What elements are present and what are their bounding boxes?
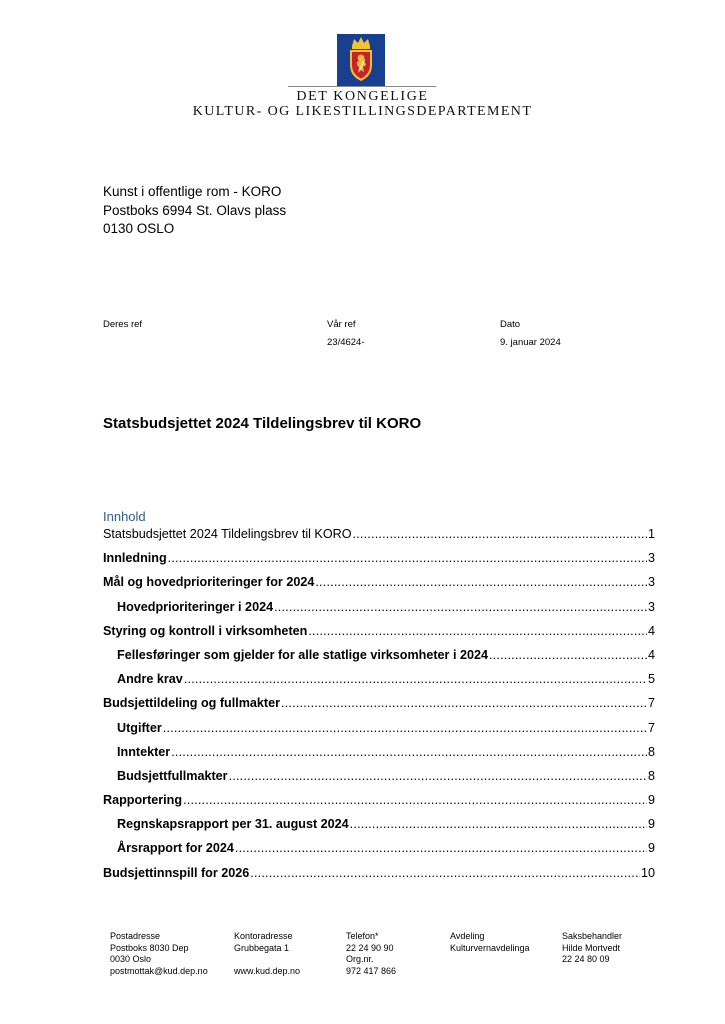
- letterhead-rule: [288, 86, 436, 87]
- toc-entry-page: 1: [647, 527, 655, 541]
- var-ref-label: Vår ref: [327, 319, 356, 330]
- toc-entry-text: Budsjettinnspill for 2026: [103, 865, 250, 880]
- date-value: 9. januar 2024: [500, 337, 561, 348]
- toc-entry-fellesforinger[interactable]: [103, 648, 655, 672]
- footer-kontoradresse: [234, 931, 300, 977]
- toc-leader: [163, 721, 647, 735]
- toc-entry-page: 4: [647, 647, 655, 662]
- toc-entry-page: 5: [647, 672, 655, 687]
- toc-entry-text: Årsrapport for 2024: [117, 841, 234, 856]
- toc-entry-page: 8: [647, 744, 655, 759]
- toc-entry-page: 4: [647, 623, 655, 638]
- recipient-name: Kunst i offentlige rom - KORO: [103, 184, 282, 199]
- toc-entry-rapportering[interactable]: [103, 793, 655, 817]
- toc-leader: [281, 696, 647, 710]
- footer-telefon-label: Telefon*: [346, 931, 379, 941]
- toc-entry-budsjettinnspill[interactable]: [103, 866, 655, 890]
- toc-leader: [229, 769, 647, 783]
- footer-telefon: [346, 931, 396, 977]
- toc-entry-mal[interactable]: [103, 575, 655, 599]
- footer-website[interactable]: www.kud.dep.no: [234, 965, 301, 976]
- footer-avdeling: [450, 931, 530, 954]
- toc-leader: [171, 745, 647, 759]
- footer-postadresse-label: Postadresse: [110, 931, 161, 941]
- footer-saksbehandler-label: Saksbehandler: [562, 931, 623, 941]
- toc-entry-page: 3: [647, 551, 655, 566]
- footer-orgnr-label: Org.nr.: [346, 954, 374, 965]
- footer-kontoradresse-line1: Grubbegata 1: [234, 942, 290, 953]
- footer-postadresse-line1: Postboks 8030 Dep: [110, 942, 189, 953]
- toc-entry-text: Budsjettfullmakter: [117, 768, 228, 783]
- footer-orgnr-value: 972 417 866: [346, 965, 397, 976]
- toc-entry-text: Inntekter: [117, 744, 171, 759]
- toc-leader: [308, 624, 647, 638]
- toc-leader: [274, 600, 647, 614]
- toc-entry-page: 7: [647, 720, 655, 735]
- toc-entry-text: Utgifter: [117, 720, 162, 735]
- toc-entry-inntekter[interactable]: [103, 745, 655, 769]
- table-of-contents: [103, 527, 655, 890]
- toc-entry-utgifter[interactable]: [103, 721, 655, 745]
- toc-entry-text: Statsbudsjettet 2024 Tildelingsbrev til KORO: [103, 527, 352, 541]
- footer-saksbehandler-name: Hilde Mortvedt: [562, 942, 621, 953]
- toc-leader: [168, 551, 647, 565]
- toc-entry-regnskapsrapport[interactable]: [103, 817, 655, 841]
- var-ref-value: 23/4624-: [327, 337, 365, 348]
- toc-leader: [489, 648, 647, 662]
- footer-email[interactable]: postmottak@kud.dep.no: [110, 965, 208, 976]
- toc-entry-text: Hovedprioriteringer i 2024: [117, 599, 274, 614]
- toc-entry-styring[interactable]: [103, 624, 655, 648]
- toc-entry-text: Innledning: [103, 551, 167, 566]
- toc-heading: Innhold: [103, 509, 146, 524]
- footer-telefon-number: 22 24 90 90: [346, 942, 394, 953]
- toc-entry-hovedprioriteringer[interactable]: [103, 600, 655, 624]
- department-name-line2: KULTUR- OG LIKESTILLINGSDEPARTEMENT: [192, 104, 533, 119]
- toc-entry-page: 9: [647, 793, 655, 808]
- toc-entry-page: 10: [640, 865, 655, 880]
- toc-leader: [315, 575, 647, 589]
- toc-entry-innledning[interactable]: [103, 551, 655, 575]
- footer-avdeling-value: Kulturvernavdelinga: [450, 942, 530, 953]
- recipient-city: 0130 OSLO: [103, 221, 175, 236]
- toc-leader: [184, 672, 647, 686]
- toc-entry-text: Budsjettildeling og fullmakter: [103, 696, 281, 711]
- toc-entry-arsrapport[interactable]: [103, 841, 655, 865]
- toc-leader: [250, 866, 640, 880]
- toc-leader: [353, 527, 647, 541]
- recipient-address: [103, 183, 286, 239]
- footer-saksbehandler-phone: 22 24 80 09: [562, 954, 610, 965]
- toc-entry-text: Fellesføringer som gjelder for alle statlige virksomheter i 2024: [117, 647, 488, 662]
- footer-kontoradresse-label: Kontoradresse: [234, 931, 293, 941]
- toc-entry-andre-krav[interactable]: [103, 672, 655, 696]
- coat-of-arms-logo: [337, 34, 385, 86]
- toc-entry-page: 3: [647, 575, 655, 590]
- toc-entry-page: 7: [647, 696, 655, 711]
- recipient-street: Postboks 6994 St. Olavs plass: [103, 202, 287, 218]
- document-title: Statsbudsjettet 2024 Tildelingsbrev til KORO: [103, 415, 422, 432]
- toc-entry-text: Styring og kontroll i virksomheten: [103, 623, 308, 638]
- footer-postadresse: [110, 931, 208, 977]
- toc-entry-budsjettildeling[interactable]: [103, 696, 655, 720]
- toc-entry-page: 8: [647, 768, 655, 783]
- footer-postadresse-line2: 0030 Oslo: [110, 954, 152, 965]
- footer-avdeling-label: Avdeling: [450, 931, 485, 941]
- toc-entry-text: Andre krav: [117, 672, 183, 687]
- toc-entry-page: 3: [647, 599, 655, 614]
- toc-entry-title[interactable]: [103, 527, 655, 551]
- footer-saksbehandler: [562, 931, 622, 966]
- toc-leader: [235, 841, 647, 855]
- toc-entry-text: Rapportering: [103, 793, 183, 808]
- toc-entry-budsjettfullmakter[interactable]: [103, 769, 655, 793]
- department-name-line1: DET KONGELIGE: [296, 89, 429, 104]
- footer-kontoradresse-line2: [234, 954, 300, 966]
- date-label: Dato: [500, 319, 521, 330]
- toc-entry-text: Mål og hovedprioriteringer for 2024: [103, 575, 315, 590]
- toc-entry-page: 9: [647, 817, 655, 832]
- toc-leader: [350, 817, 647, 831]
- toc-entry-page: 9: [647, 841, 655, 856]
- toc-entry-text: Regnskapsrapport per 31. august 2024: [117, 817, 349, 832]
- deres-ref-label: Deres ref: [103, 319, 143, 330]
- toc-leader: [183, 793, 647, 807]
